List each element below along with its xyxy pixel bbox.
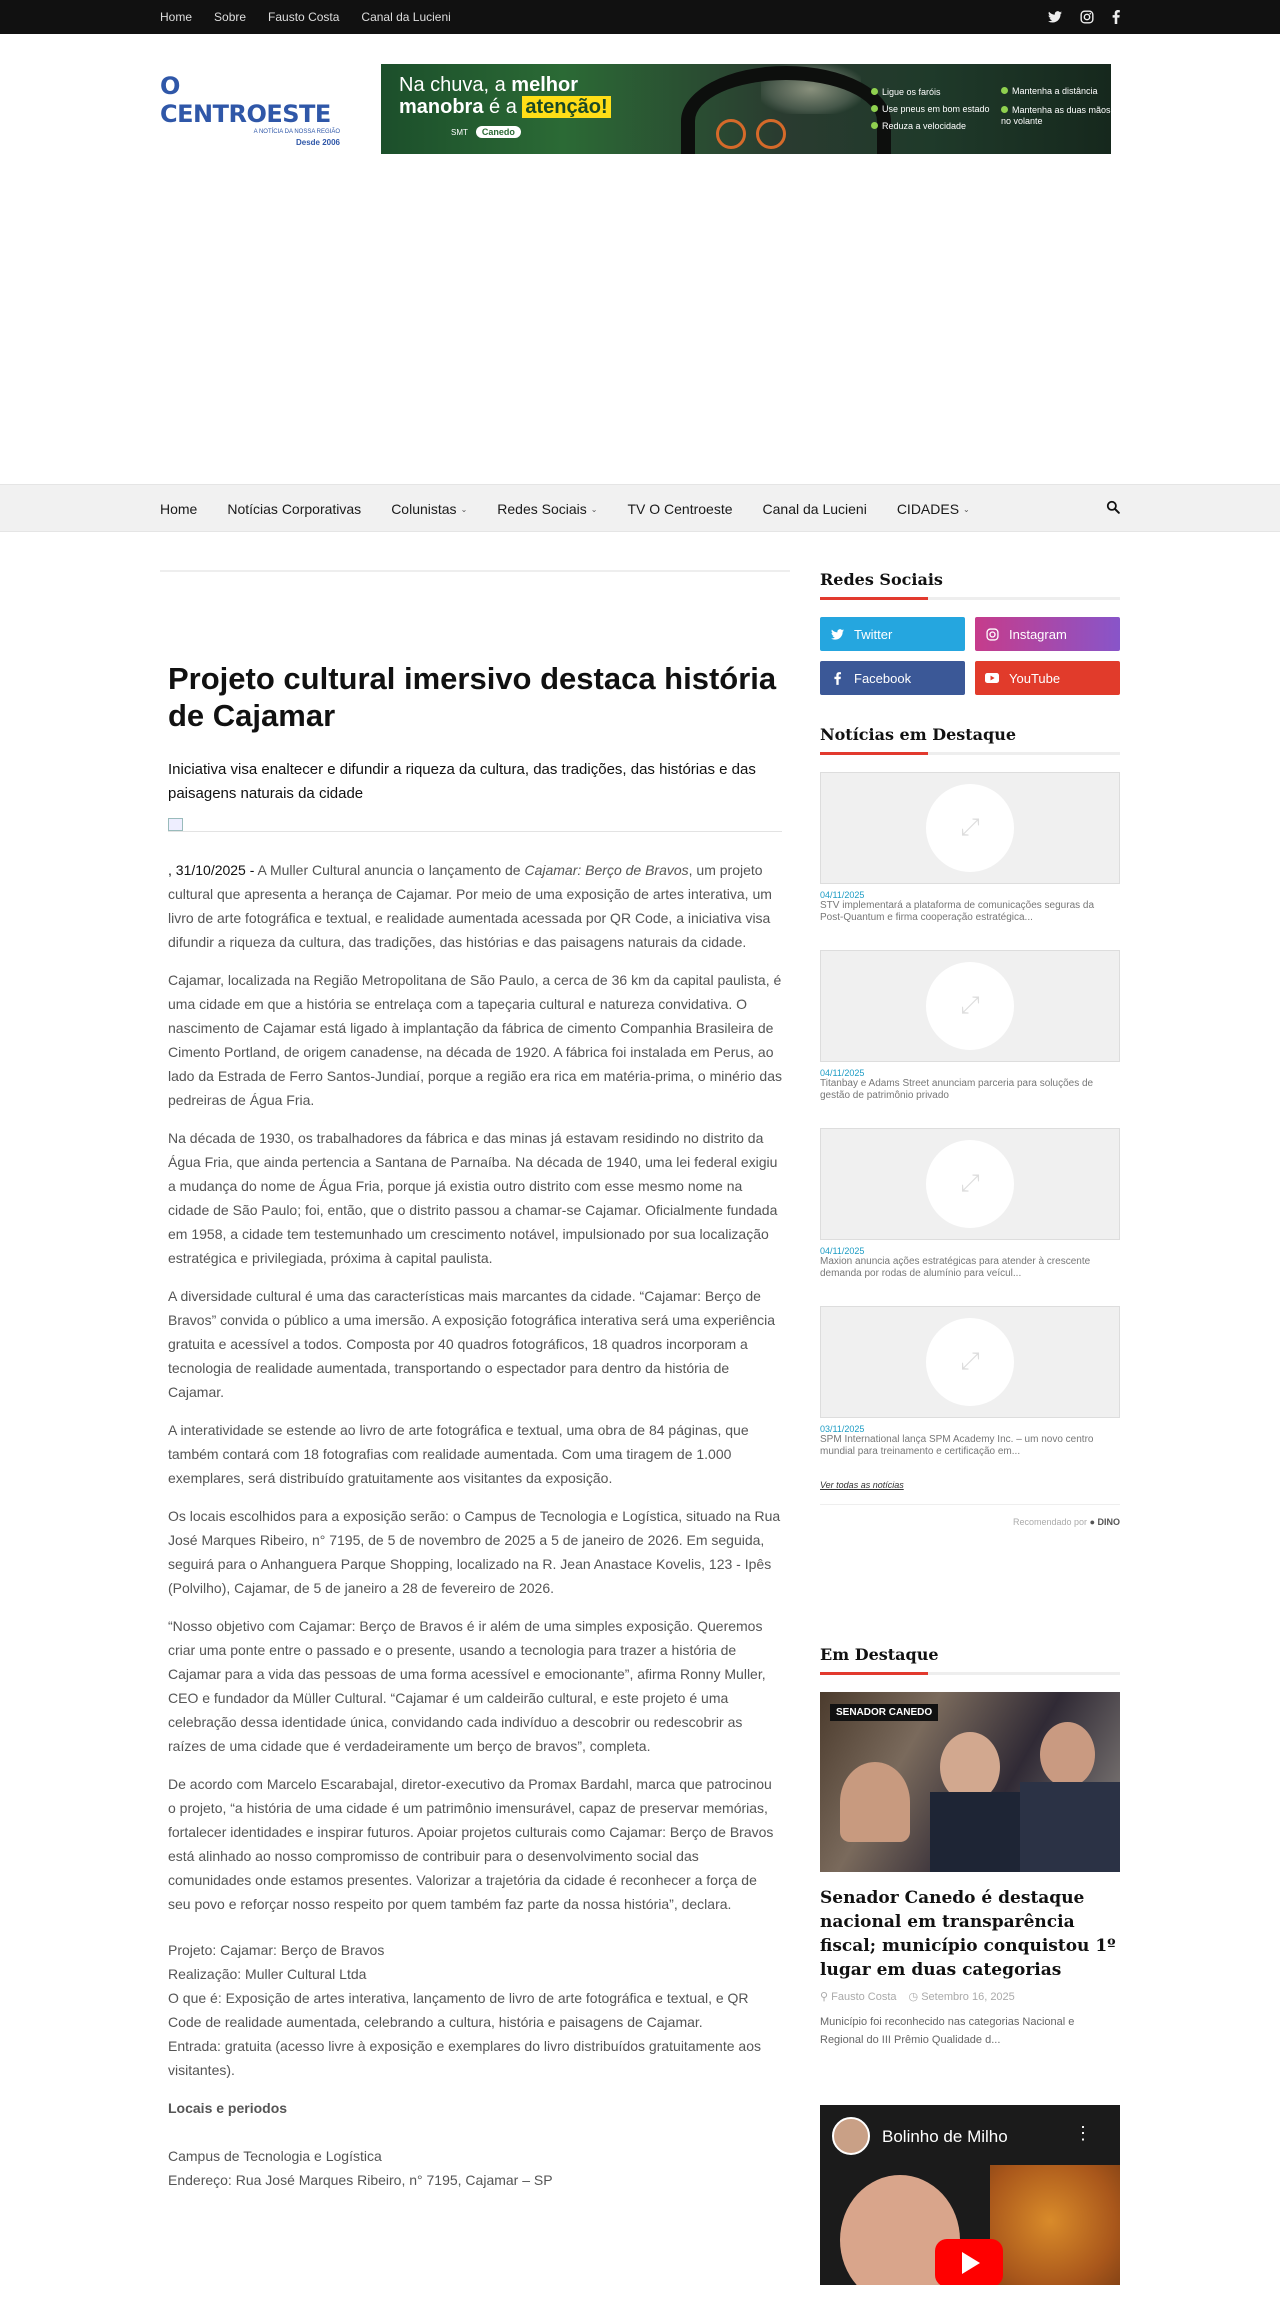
tip-dot-icon xyxy=(1001,87,1008,94)
twitter-icon[interactable] xyxy=(1048,11,1062,23)
facebook-icon[interactable] xyxy=(1112,10,1120,24)
nav-item-colunistas[interactable] xyxy=(391,501,467,517)
info-line: Campus de Tecnologia e Logística xyxy=(168,2148,382,2164)
featured-section xyxy=(820,1645,1120,2285)
see-all-news-link[interactable]: Ver todas as notícias xyxy=(820,1480,904,1490)
news-thumbnail xyxy=(820,1306,1120,1418)
top-link-canal-lucieni[interactable]: Canal da Lucieni xyxy=(361,10,451,24)
article-paragraph: “Nosso objetivo com Cajamar: Berço de Bravos é ir além de uma simples exposição. Queremos criar uma ponte entre o passado e o presente, usando a tecnologia para trazer a história de Cajamar para a vida das pessoas de uma forma acessível e emocionante”, afirma Ronny Muller, CEO e fundador da Müller Cultural. “Cajamar é um caldeirão cultural, e este projeto é uma celebração dessa identidade única, convidando cada indivíduo a descobrir ou redescobrir as raízes de uma cidade que é verdadeiramente um berço de bravos”, completa. xyxy=(168,1618,766,1754)
nav-item-label: CIDADES xyxy=(896,501,960,517)
banner-tip: Reduza a velocidade xyxy=(882,121,967,131)
facebook-icon xyxy=(820,661,854,695)
widget-title-em-destaque: Em Destaque xyxy=(820,1645,1120,1675)
twitter-button[interactable] xyxy=(820,617,965,651)
nav-item-label: Canal da Lucieni xyxy=(762,501,867,517)
news-date: 03/11/2025 xyxy=(820,1424,865,1434)
dino-logo-text: DINO xyxy=(1097,1517,1120,1527)
ad-banner[interactable] xyxy=(381,64,1111,154)
banner-logos xyxy=(451,126,521,138)
header xyxy=(0,34,1280,484)
logo-since: Desde 2006 xyxy=(295,137,340,147)
banner-tips-right xyxy=(1001,86,1111,127)
clock-icon: ◷ xyxy=(908,1991,919,2003)
banner-gauge-left xyxy=(716,119,746,149)
widget-title-noticias-destaque: Notícias em Destaque xyxy=(820,725,1120,755)
news-item[interactable] xyxy=(820,950,1120,1102)
featured-meta xyxy=(820,1990,1120,2003)
instagram-button[interactable] xyxy=(975,617,1120,651)
banner-headline xyxy=(399,74,611,118)
news-headline: Maxion anuncia ações estratégicas para atender à crescente demanda por rodas de alumínio para veícul... xyxy=(820,1256,1091,1279)
social-button-label: Facebook xyxy=(854,670,912,686)
site-logo[interactable] xyxy=(160,64,340,154)
image-placeholder-icon: ⤢ xyxy=(926,784,1014,872)
article-title: Projeto cultural imersivo destaca história de Cajamar xyxy=(168,661,777,733)
tip-dot-icon xyxy=(1001,106,1008,113)
news-item[interactable] xyxy=(820,1128,1120,1280)
youtube-video-embed[interactable] xyxy=(820,2105,1120,2285)
chevron-down-icon: ⌄ xyxy=(460,504,468,514)
youtube-button[interactable] xyxy=(975,661,1120,695)
article xyxy=(160,660,790,2192)
tip-dot-icon xyxy=(871,122,878,129)
nav-item-label: Notícias Corporativas xyxy=(227,501,362,517)
photo-figure xyxy=(1040,1722,1095,1787)
article-text: A Muller Cultural anuncia o lançamento de xyxy=(257,862,525,878)
main-nav-list xyxy=(160,501,970,517)
nav-item-home[interactable] xyxy=(160,501,197,517)
banner-headline-part1: Na chuva, a xyxy=(399,74,512,96)
featured-excerpt: Município foi reconhecido nas categorias Nacional e Regional do III Prêmio Qualidade d... xyxy=(820,2016,1075,2046)
banner-headline-bold: melhor xyxy=(511,74,578,96)
sidebar xyxy=(820,570,1120,2285)
image-placeholder-icon: ⤢ xyxy=(926,1318,1014,1406)
article-project-name: Cajamar: Berço de Bravos xyxy=(524,862,689,878)
banner-tip: Mantenha as duas mãos no volante xyxy=(1001,105,1111,126)
more-options-icon[interactable]: ⋮ xyxy=(1074,2123,1092,2143)
image-placeholder-icon: ⤢ xyxy=(926,1140,1014,1228)
nav-item-canal-da-lucieni[interactable] xyxy=(763,501,867,517)
article-lead: Iniciativa visa enaltecer e difundir a riqueza da cultura, das tradições, das histórias e das paisagens naturais da cidade xyxy=(168,761,756,802)
author-name: Fausto Costa xyxy=(831,1991,897,2003)
nav-item-label: Home xyxy=(160,501,198,517)
article-paragraph: De acordo com Marcelo Escarabajal, diretor-executivo da Promax Bardahl, marca que patrocinou o projeto, “a história de uma cidade é um patrimônio imensurável, capaz de preservar memórias, fortalecer identidades e inspirar futuros. Apoiar projetos culturais como Cajamar: Berço de Bravos está alinhado ao nosso compromisso de contribuir para o desenvolvimento social das comunidades onde estamos presentes. Valorizar a trajetória da cidade é reconhecer a força de seu povo e reforçar nosso respeito por quem também faz parte da nossa história”, declara. xyxy=(168,1776,774,1912)
top-nav xyxy=(160,10,451,24)
article-subhead: Locais e periodos xyxy=(168,2100,288,2116)
featured-headline[interactable]: Senador Canedo é destaque nacional em transparência fiscal; município conquistou 1º lugar em duas categorias xyxy=(820,1888,1116,1980)
instagram-icon[interactable] xyxy=(1080,10,1094,24)
social-button-label: Instagram xyxy=(1009,626,1067,642)
social-buttons xyxy=(820,617,1120,695)
tip-dot-icon xyxy=(871,105,878,112)
instagram-icon xyxy=(975,617,1009,651)
top-link-home[interactable]: Home xyxy=(160,10,193,24)
info-line: Endereço: Rua José Marques Ribeiro, n° 7195, Cajamar – SP xyxy=(168,2172,553,2188)
banner-headline-part2: manobra xyxy=(399,96,484,118)
chevron-down-icon: ⌄ xyxy=(590,504,598,514)
photo-figure xyxy=(1020,1782,1120,1872)
chevron-down-icon: ⌄ xyxy=(963,504,970,514)
main-column xyxy=(160,570,790,2285)
banner-tips-left xyxy=(871,84,990,135)
author[interactable] xyxy=(820,1990,897,2003)
post-date-text: Setembro 16, 2025 xyxy=(921,1991,1015,2003)
nav-item-label: TV O Centroeste xyxy=(627,501,733,517)
article-image-placeholder xyxy=(168,818,782,832)
news-thumbnail xyxy=(820,950,1120,1062)
article-paragraph: Cajamar, localizada na Região Metropolitana de São Paulo, a cerca de 36 km da capital paulista, é uma cidade em que a história se entrelaça com a tapeçaria cultural e natureza convidativa. O nascimento de Cajamar está ligado à implantação da fábrica de cimento Companhia Brasileira de Cimento Portland, de origem canadense, na década de 1920. A fábrica foi instalada em Perus, ao lado da Estrada de Ferro Santos-Jundiaí, porque a região era rica em matéria-prima, o minério das pedreiras de Água Fria. xyxy=(168,972,782,1108)
banner-logo-canedo: Canedo xyxy=(476,126,521,138)
tip-dot-icon xyxy=(871,88,878,95)
main-nav xyxy=(0,484,1280,532)
news-item[interactable] xyxy=(820,772,1120,924)
news-date: 04/11/2025 xyxy=(820,890,865,900)
news-headline: SPM International lança SPM Academy Inc. – um novo centro mundial para treinamento e certificação em... xyxy=(820,1434,1094,1457)
top-social-icons xyxy=(1048,10,1120,24)
top-link-fausto-costa[interactable]: Fausto Costa xyxy=(268,10,340,24)
article-paragraph: A diversidade cultural é uma das características mais marcantes da cidade. “Cajamar: Berço de Bravos” convida o público a uma imersão. A exposição fotográfica interativa será uma experiência gratuita e acessível a todos. Composta por 40 quadros fotográficos, 18 quadros incorporam a tecnologia de realidade aumentada, transportando o espectador para dentro da história de Cajamar. xyxy=(168,1288,775,1400)
news-headline: STV implementará a plataforma de comunicações seguras da Post-Quantum e firma cooperação estratégica... xyxy=(820,900,1095,923)
nav-item-label: Colunistas xyxy=(391,501,457,517)
article-text: , um projeto cultural que apresenta a herança de Cajamar. Por meio de uma exposição de artes interativa, um livro de arte fotográfica e textual, e realidade aumentada acessada por QR Code, a iniciativa visa difundir a riqueza da cultura, das tradições, das histórias e das paisagens naturais da cidade. xyxy=(168,862,772,950)
user-icon: ⚲ xyxy=(820,1991,829,2003)
banner-gauge-right xyxy=(756,119,786,149)
nav-item-noticias-corporativas[interactable] xyxy=(227,501,361,517)
widget-title-redes-sociais: Redes Sociais xyxy=(820,570,1120,600)
news-thumbnail xyxy=(820,1128,1120,1240)
dino-logo[interactable]: ● DINO xyxy=(1089,1517,1120,1527)
logo-name: O CENTROESTE xyxy=(160,71,331,128)
info-line: Realização: Muller Cultural Ltda xyxy=(168,1966,367,1982)
recommended-label: Recomendado por xyxy=(1012,1517,1088,1527)
top-bar xyxy=(0,0,1280,34)
banner-tip: Mantenha a distância xyxy=(1012,86,1098,96)
broken-image-icon xyxy=(168,818,183,831)
divider xyxy=(160,570,790,660)
video-title[interactable]: Bolinho de Milho xyxy=(882,2127,1008,2146)
nav-item-redes-sociais[interactable] xyxy=(497,501,597,517)
content-area xyxy=(0,532,1280,2285)
social-button-label: Twitter xyxy=(854,626,893,642)
recommended-by xyxy=(820,1504,1120,1527)
news-headline: Titanbay e Adams Street anunciam parceria para soluções de gestão de patrimônio privado xyxy=(820,1078,1094,1101)
banner-headline-part3: é a xyxy=(483,96,523,118)
image-placeholder-icon: ⤢ xyxy=(926,962,1014,1050)
youtube-icon xyxy=(975,661,1009,695)
photo-figure xyxy=(840,1762,910,1842)
nav-item-label: Redes Sociais xyxy=(497,501,587,517)
search-icon[interactable] xyxy=(1106,500,1120,519)
facebook-button[interactable] xyxy=(820,661,965,695)
article-paragraph xyxy=(168,858,782,954)
news-item[interactable] xyxy=(820,1306,1120,1458)
news-date: 04/11/2025 xyxy=(820,1068,865,1078)
video-thumbnail-food xyxy=(990,2165,1120,2285)
article-info-block xyxy=(168,1938,782,2192)
article-dateline: , 31/10/2025 - xyxy=(168,862,258,878)
social-button-label: YouTube xyxy=(1009,670,1061,686)
photo-figure xyxy=(930,1792,1030,1872)
post-date xyxy=(909,1990,1015,2003)
nav-item-tv-o-centroeste[interactable] xyxy=(627,501,732,517)
banner-headline-highlight: atenção! xyxy=(522,96,610,118)
category-tag[interactable]: SENADOR CANEDO xyxy=(830,1704,938,1721)
banner-tip: Use pneus em bom estado xyxy=(882,104,990,114)
article-paragraph: Os locais escolhidos para a exposição serão: o Campus de Tecnologia e Logística, situado na Rua José Marques Ribeiro, n° 7195, de 5 de novembro de 2025 a 5 de janeiro de 2026. Em seguida, seguirá para o Anhanguera Parque Shopping, localizado na R. Jean Anastace Kovelis, 123 - Ipês (Polvilho), Cajamar, de 5 de janeiro a 28 de fevereiro de 2026. xyxy=(168,1508,781,1596)
top-link-sobre[interactable]: Sobre xyxy=(214,10,247,24)
news-thumbnail xyxy=(820,772,1120,884)
info-line: Entrada: gratuita (acesso livre à exposição e exemplares do livro distribuídos gratuitamente aos visitantes). xyxy=(168,2038,761,2078)
play-button-icon[interactable] xyxy=(935,2239,1003,2285)
featured-image[interactable] xyxy=(820,1692,1120,1872)
twitter-icon xyxy=(820,617,854,651)
banner-logo-smt: SMT xyxy=(451,127,468,137)
article-paragraph: A interatividade se estende ao livro de arte fotográfica e textual, uma obra de 84 páginas, que também contará com 18 fotografias com realidade aumentada. Com uma tiragem de 1.000 exemplares, será distribuído gratuitamente aos visitantes da exposição. xyxy=(168,1422,749,1486)
channel-avatar[interactable] xyxy=(832,2117,870,2155)
banner-tip: Ligue os faróis xyxy=(882,87,941,97)
logo-tagline: A NOTÍCIA DA NOSSA REGIÃO xyxy=(253,128,340,135)
info-line: Projeto: Cajamar: Berço de Bravos xyxy=(168,1942,385,1958)
info-line: O que é: Exposição de artes interativa, lançamento de livro de arte fotográfica e textual, e QR Code de realidade aumentada, celebrando a cultura, história e paisagens de Cajamar. xyxy=(168,1990,749,2030)
nav-item-cidades[interactable] xyxy=(897,501,970,517)
news-date: 04/11/2025 xyxy=(820,1246,865,1256)
article-paragraph: Na década de 1930, os trabalhadores da fábrica e das minas já estavam residindo no distrito da Água Fria, que ainda pertencia a Santana de Parnaíba. Na década de 1940, uma lei federal exigiu a mudança do nome de Água Fria, porque já existia outro distrito com esse mesmo nome na cidade de São Paulo; foi, então, que o distrito passou a chamar-se Cajamar. Oficialmente fundada em 1958, a cidade tem testemunhado um crescimento notável, impulsionado por sua localização estratégica e privilegiada, próxima à capital paulista. xyxy=(168,1130,778,1266)
